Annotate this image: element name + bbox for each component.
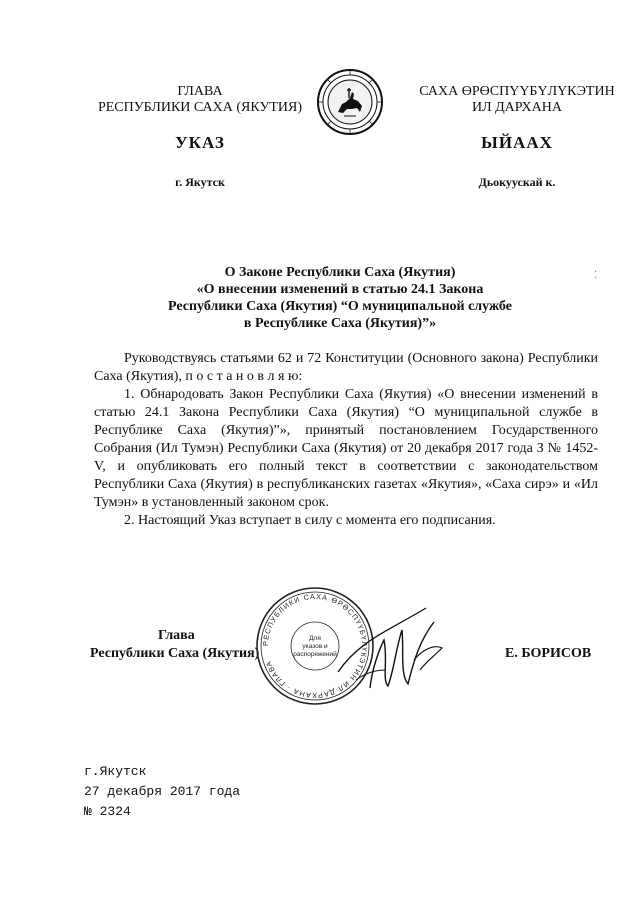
seal-center-line2: указов и xyxy=(302,643,328,650)
header-left xyxy=(80,84,320,116)
signatory-title-line1: Глава xyxy=(158,628,195,643)
city-ru: г. Якутск xyxy=(175,175,225,189)
document-subject xyxy=(120,264,560,332)
coat-of-arms-icon xyxy=(316,68,384,136)
subject-line-2: «О внесении изменений в статью 24.1 Закона xyxy=(196,282,484,297)
city-sakha: Дьокуускай к. xyxy=(478,175,556,189)
registration-number: № 2324 xyxy=(84,804,131,819)
document-body xyxy=(94,350,598,530)
registration-date: 27 декабря 2017 года xyxy=(84,784,241,799)
clause-1: 1. Обнародовать Закон Республики Саха (Якутия) «О внесении изменений в статью 24.1 Закона Республики Саха (Якутия) “О муниципальной службе в Республике Саха (Якутия)”», принятый постановлением Государственного Собрания (Ил Тумэн) Республики Саха (Якутия) от 20 декабря 2017 года З № 1452-V, и опубликовать его полный текст в соответствии с законодательством Республики Саха (Якутия) в республиканских газетах «Якутия», «Саха сирэ» и «Ил Тумэн» в установленный законом срок. xyxy=(94,387,598,510)
seal-center-line3: распоряжений xyxy=(293,651,337,658)
registration-block xyxy=(84,762,240,822)
header-left-line2: РЕСПУБЛИКИ САХА (ЯКУТИЯ) xyxy=(97,100,303,115)
header-right xyxy=(392,84,640,116)
signatory-title-line2: Республики Саха (Якутия) xyxy=(90,646,260,661)
signatory-name: Е. БОРИСОВ xyxy=(505,646,592,661)
registration-city: г.Якутск xyxy=(84,764,147,779)
header-left-line1: ГЛАВА xyxy=(177,84,223,99)
document-type-sakha: ЫЙААХ xyxy=(481,133,553,152)
clause-2: 2. Настоящий Указ вступает в силу с момента его подписания. xyxy=(124,513,496,528)
seal-center-line1: Для xyxy=(309,635,321,642)
seal-ring-text: РЕСПУБЛИКИ САХА ӨРӨСПҮҮБҮЛҮКЭТИН ИЛ ДАРХАНА · ГЛАВА xyxy=(260,591,370,701)
preamble: Руководствуясь статьями 62 и 72 Конституции (Основного закона) Республики Саха (Якутия), п о с т а н о в л я ю: xyxy=(94,351,598,384)
subject-line-4: в Республике Саха (Якутия)”» xyxy=(243,316,437,331)
margin-mark: ⁚ xyxy=(594,270,598,281)
document-type-ru: УКАЗ xyxy=(175,133,225,152)
handwritten-signature xyxy=(330,600,490,696)
header-right-line1: САХА ӨРӨСПҮҮБҮЛҮКЭТИН xyxy=(419,84,615,99)
subject-line-3: Республики Саха (Якутия) “О муниципальной службе xyxy=(168,299,512,314)
subject-line-1: О Законе Республики Саха (Якутия) xyxy=(224,265,456,280)
header-right-line2: ИЛ ДАРХАНА xyxy=(471,100,562,115)
